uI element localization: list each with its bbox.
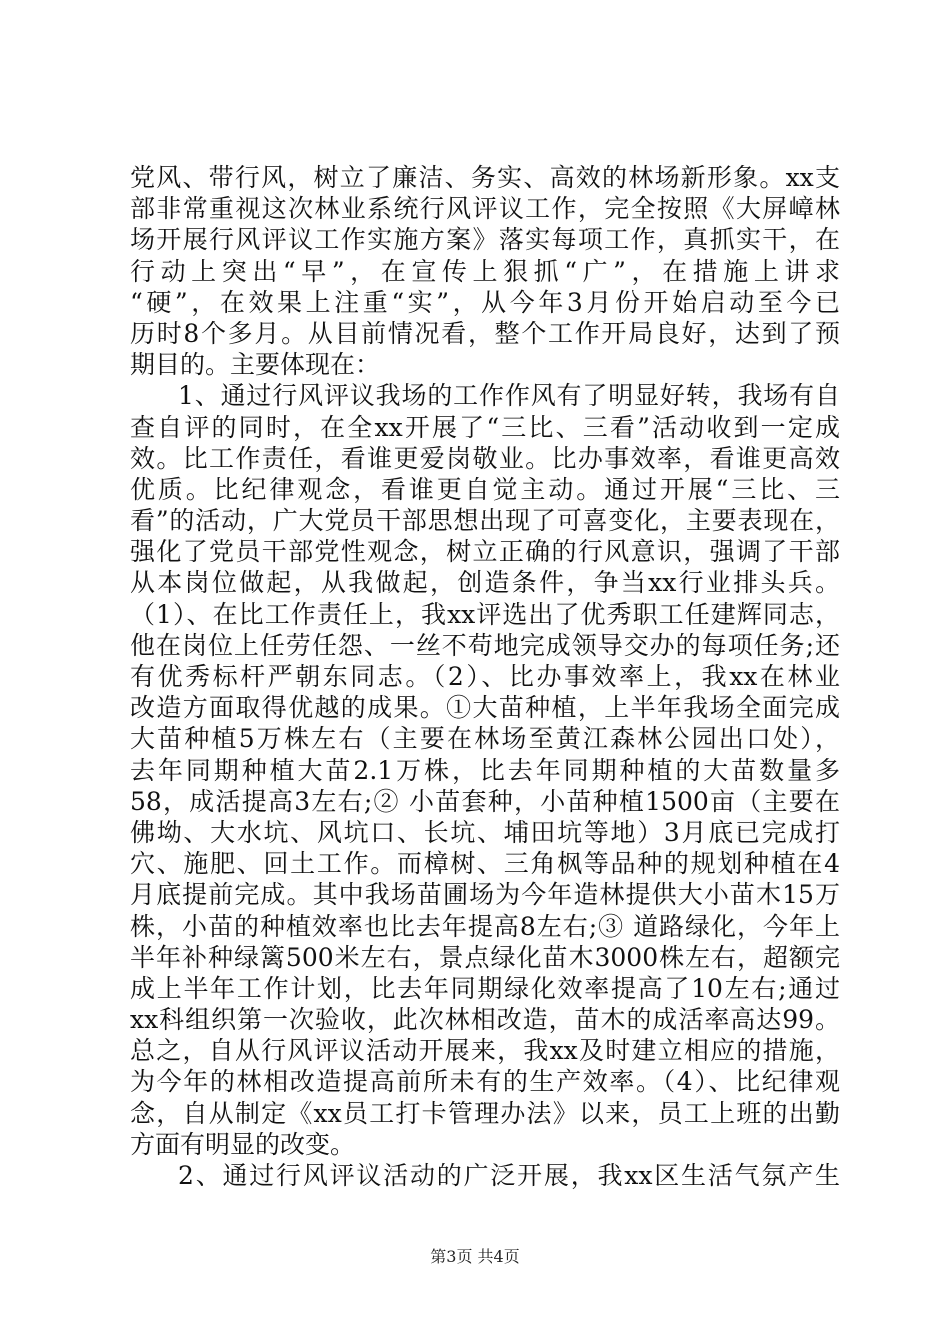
text-line: 场开展行风评议工作实施方案》落实每项工作，真抓实干，在 xyxy=(130,225,840,255)
text-line: 成上半年工作计划，比去年同期绿化效率提高了10左右;通过 xyxy=(130,973,840,1003)
text-line: 部非常重视这次林业系统行风评议工作，完全按照《大屏嶂林 xyxy=(130,194,840,224)
text-line: 行动上突出“早”，在宣传上狠抓“广”，在措施上讲求 xyxy=(130,256,840,286)
text-line: xx科组织第一次验收，此次林相改造，苗木的成活率高达99。 xyxy=(130,1005,840,1035)
text-line: 株，小苗的种植效率也比去年提高8左右;③ 道路绿化，今年上 xyxy=(130,911,840,941)
text-line: 党风、带行风，树立了廉洁、务实、高效的林场新形象。xx支 xyxy=(130,163,840,192)
text-line: 58，成活提高3左右;② 小苗套种，小苗种植1500亩（主要在 xyxy=(130,786,840,816)
text-line: 查自评的同时，在全xx开展了“三比、三看”活动收到一定成 xyxy=(130,412,840,442)
document-body xyxy=(130,162,840,1191)
text-line: 看”的活动，广大党员干部思想出现了可喜变化，主要表现在， xyxy=(130,506,840,536)
text-line: 历时8个多月。从目前情况看，整个工作开局良好，达到了预 xyxy=(130,318,840,348)
text-line: 期目的。主要体现在： xyxy=(130,350,381,380)
text-line: 去年同期种植大苗2.1万株，比去年同期种植的大苗数量多 xyxy=(130,755,840,785)
text-line: 方面有明显的改变。 xyxy=(130,1129,356,1159)
text-line: （1）、在比工作责任上，我xx评选出了优秀职工任建辉同志， xyxy=(130,599,840,629)
text-line: 半年补种绿篱500米左右，景点绿化苗木3000株左右，超额完 xyxy=(130,942,840,972)
text-line: 为今年的林相改造提高前所未有的生产效率。（4）、比纪律观 xyxy=(130,1067,840,1097)
text-line: 效。比工作责任，看谁更爱岗敬业。比办事效率，看谁更高效 xyxy=(130,443,840,473)
text-line: 优质。比纪律观念，看谁更自觉主动。通过开展“三比、三 xyxy=(130,474,840,504)
text-line: 有优秀标杆严朝东同志。（2）、比办事效率上，我xx在林业 xyxy=(130,662,840,691)
page-number: 第3页 共4页 xyxy=(430,1247,520,1266)
text-line: 月底提前完成。其中我场苗圃场为今年造林提供大小苗木15万 xyxy=(130,880,840,910)
paragraph-start-line: 2、通过行风评议活动的广泛开展，我xx区生活气氛产生 xyxy=(178,1161,840,1190)
paragraph-start-line: 1、通过行风评议我场的工作作风有了明显好转，我场有自 xyxy=(178,381,840,411)
text-line: 佛坳、大水坑、风坑口、长坑、埔田坑等地）3月底已完成打 xyxy=(130,817,840,847)
text-line: 他在岗位上任劳任怨、一丝不苟地完成领导交办的每项任务;还 xyxy=(130,630,840,660)
text-line: 念，自从制定《xx员工打卡管理办法》以来，员工上班的出勤 xyxy=(130,1098,840,1128)
text-line: “硬”，在效果上注重“实”，从今年3月份开始启动至今已 xyxy=(130,287,840,317)
text-line: 总之，自从行风评议活动开展来，我xx及时建立相应的措施， xyxy=(130,1036,840,1066)
text-line: 大苗种植5万株左右（主要在林场至黄江森林公园出口处）， xyxy=(130,724,840,754)
page-footer xyxy=(0,1244,950,1267)
text-line: 穴、施肥、回土工作。而樟树、三角枫等品种的规划种植在4 xyxy=(130,849,840,879)
text-line: 改造方面取得优越的成果。①大苗种植，上半年我场全面完成 xyxy=(130,693,840,723)
text-line: 强化了党员干部党性观念，树立正确的行风意识，强调了干部 xyxy=(130,537,840,567)
text-line: 从本岗位做起，从我做起，创造条件，争当xx行业排头兵。 xyxy=(130,568,840,598)
